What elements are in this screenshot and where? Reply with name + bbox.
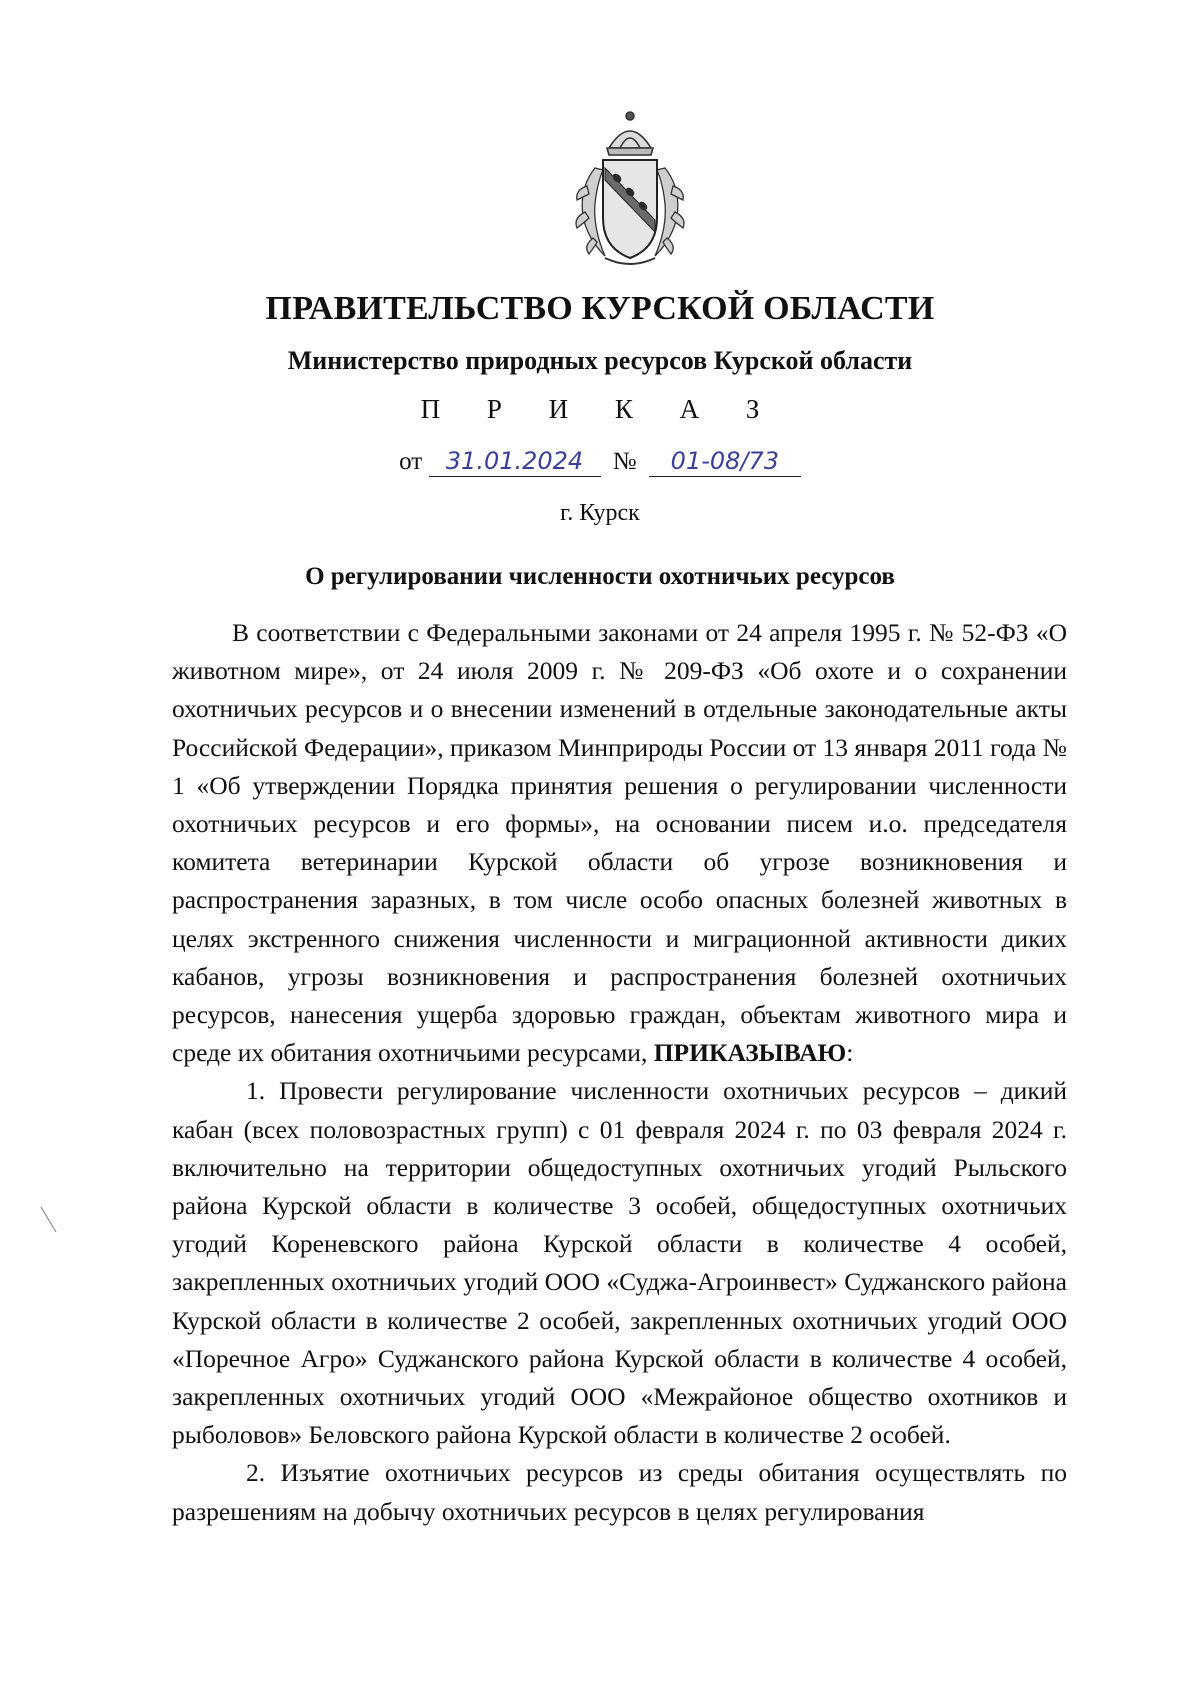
order-item-1: 1. Провести регулирование численности охотничьих ресурсов – дикий кабан (всех половозрастных групп) с 01 февраля 2024 г. по 03 февраля 2024 г. включительно на территории общедоступных охотничьих угодий Рыльского района Курской области в количестве 3 особей, общедоступных охотничьих угодий Кореневского района Курской области в количестве 4 особей, закрепленных охотничьих угодий ООО «Суджа-Агроинвест» Суджанского района Курской области в количестве 2 особей, закрепленных охотничьих угодий ООО «Поречное Агро» Суджанского района Курской области в количестве 4 особей, закрепленных охотничьих угодий ООО «Межрайоное общество охотников и рыболовов» Беловского района Курской области в количестве 2 особей. bbox=[172, 1076, 1067, 1450]
number-sign: № bbox=[612, 448, 637, 475]
order-subject: О регулировании численности охотничьих ресурсов bbox=[305, 563, 895, 590]
margin-pen-mark bbox=[38, 1205, 60, 1235]
order-date-number-line bbox=[0, 446, 1200, 477]
city-label: г. Курск bbox=[560, 500, 640, 526]
order-item-2: 2. Изъятие охотничьих ресурсов из среды обитания осуществлять по разрешениям на добычу охотничьих ресурсов в целях регулирования bbox=[172, 1458, 1067, 1526]
preamble-paragraph bbox=[172, 614, 1067, 1072]
order-body bbox=[172, 614, 1067, 1531]
date-prefix: от bbox=[399, 448, 423, 475]
coat-of-arms-icon bbox=[565, 108, 695, 273]
order-number-field: 01-08/73 bbox=[649, 446, 801, 477]
preamble-text: В соответствии с Федеральными законами от 24 апреля 1995 г. № 52-ФЗ «О животном мире», от 24 июля 2009 г. № 209-ФЗ «Об охоте и о сохранении охотничьих ресурсов и о внесении изменений в отдельные законодательные акты Российской Федерации», приказом Минприроды России от 13 января 2011 года № 1 «Об утверждении Порядка принятия решения о регулировании численности охотничьих ресурсов и его формы», на основании писем и.о. председателя комитета ветеринарии Курской области об угрозе возникновения и распространения заразных, в том числе особо опасных болезней животных в целях экстренного снижения численности и миграционной активности диких кабанов, угрозы возникновения и распространения болезней охотничьих ресурсов, нанесения ущерба здоровью граждан, объектам животного мира и среде их обитания охотничьими ресурсами, bbox=[172, 618, 1067, 1068]
ministry-title: Министерство природных ресурсов Курской области bbox=[287, 346, 913, 375]
order-keyword: ПРИКАЗЫВАЮ bbox=[653, 1038, 847, 1068]
document-type: П Р И К А З bbox=[420, 394, 780, 424]
order-keyword-colon: : bbox=[846, 1038, 854, 1068]
order-date-field: 31.01.2024 bbox=[429, 446, 601, 477]
government-title: ПРАВИТЕЛЬСТВО КУРСКОЙ ОБЛАСТИ bbox=[265, 290, 935, 327]
